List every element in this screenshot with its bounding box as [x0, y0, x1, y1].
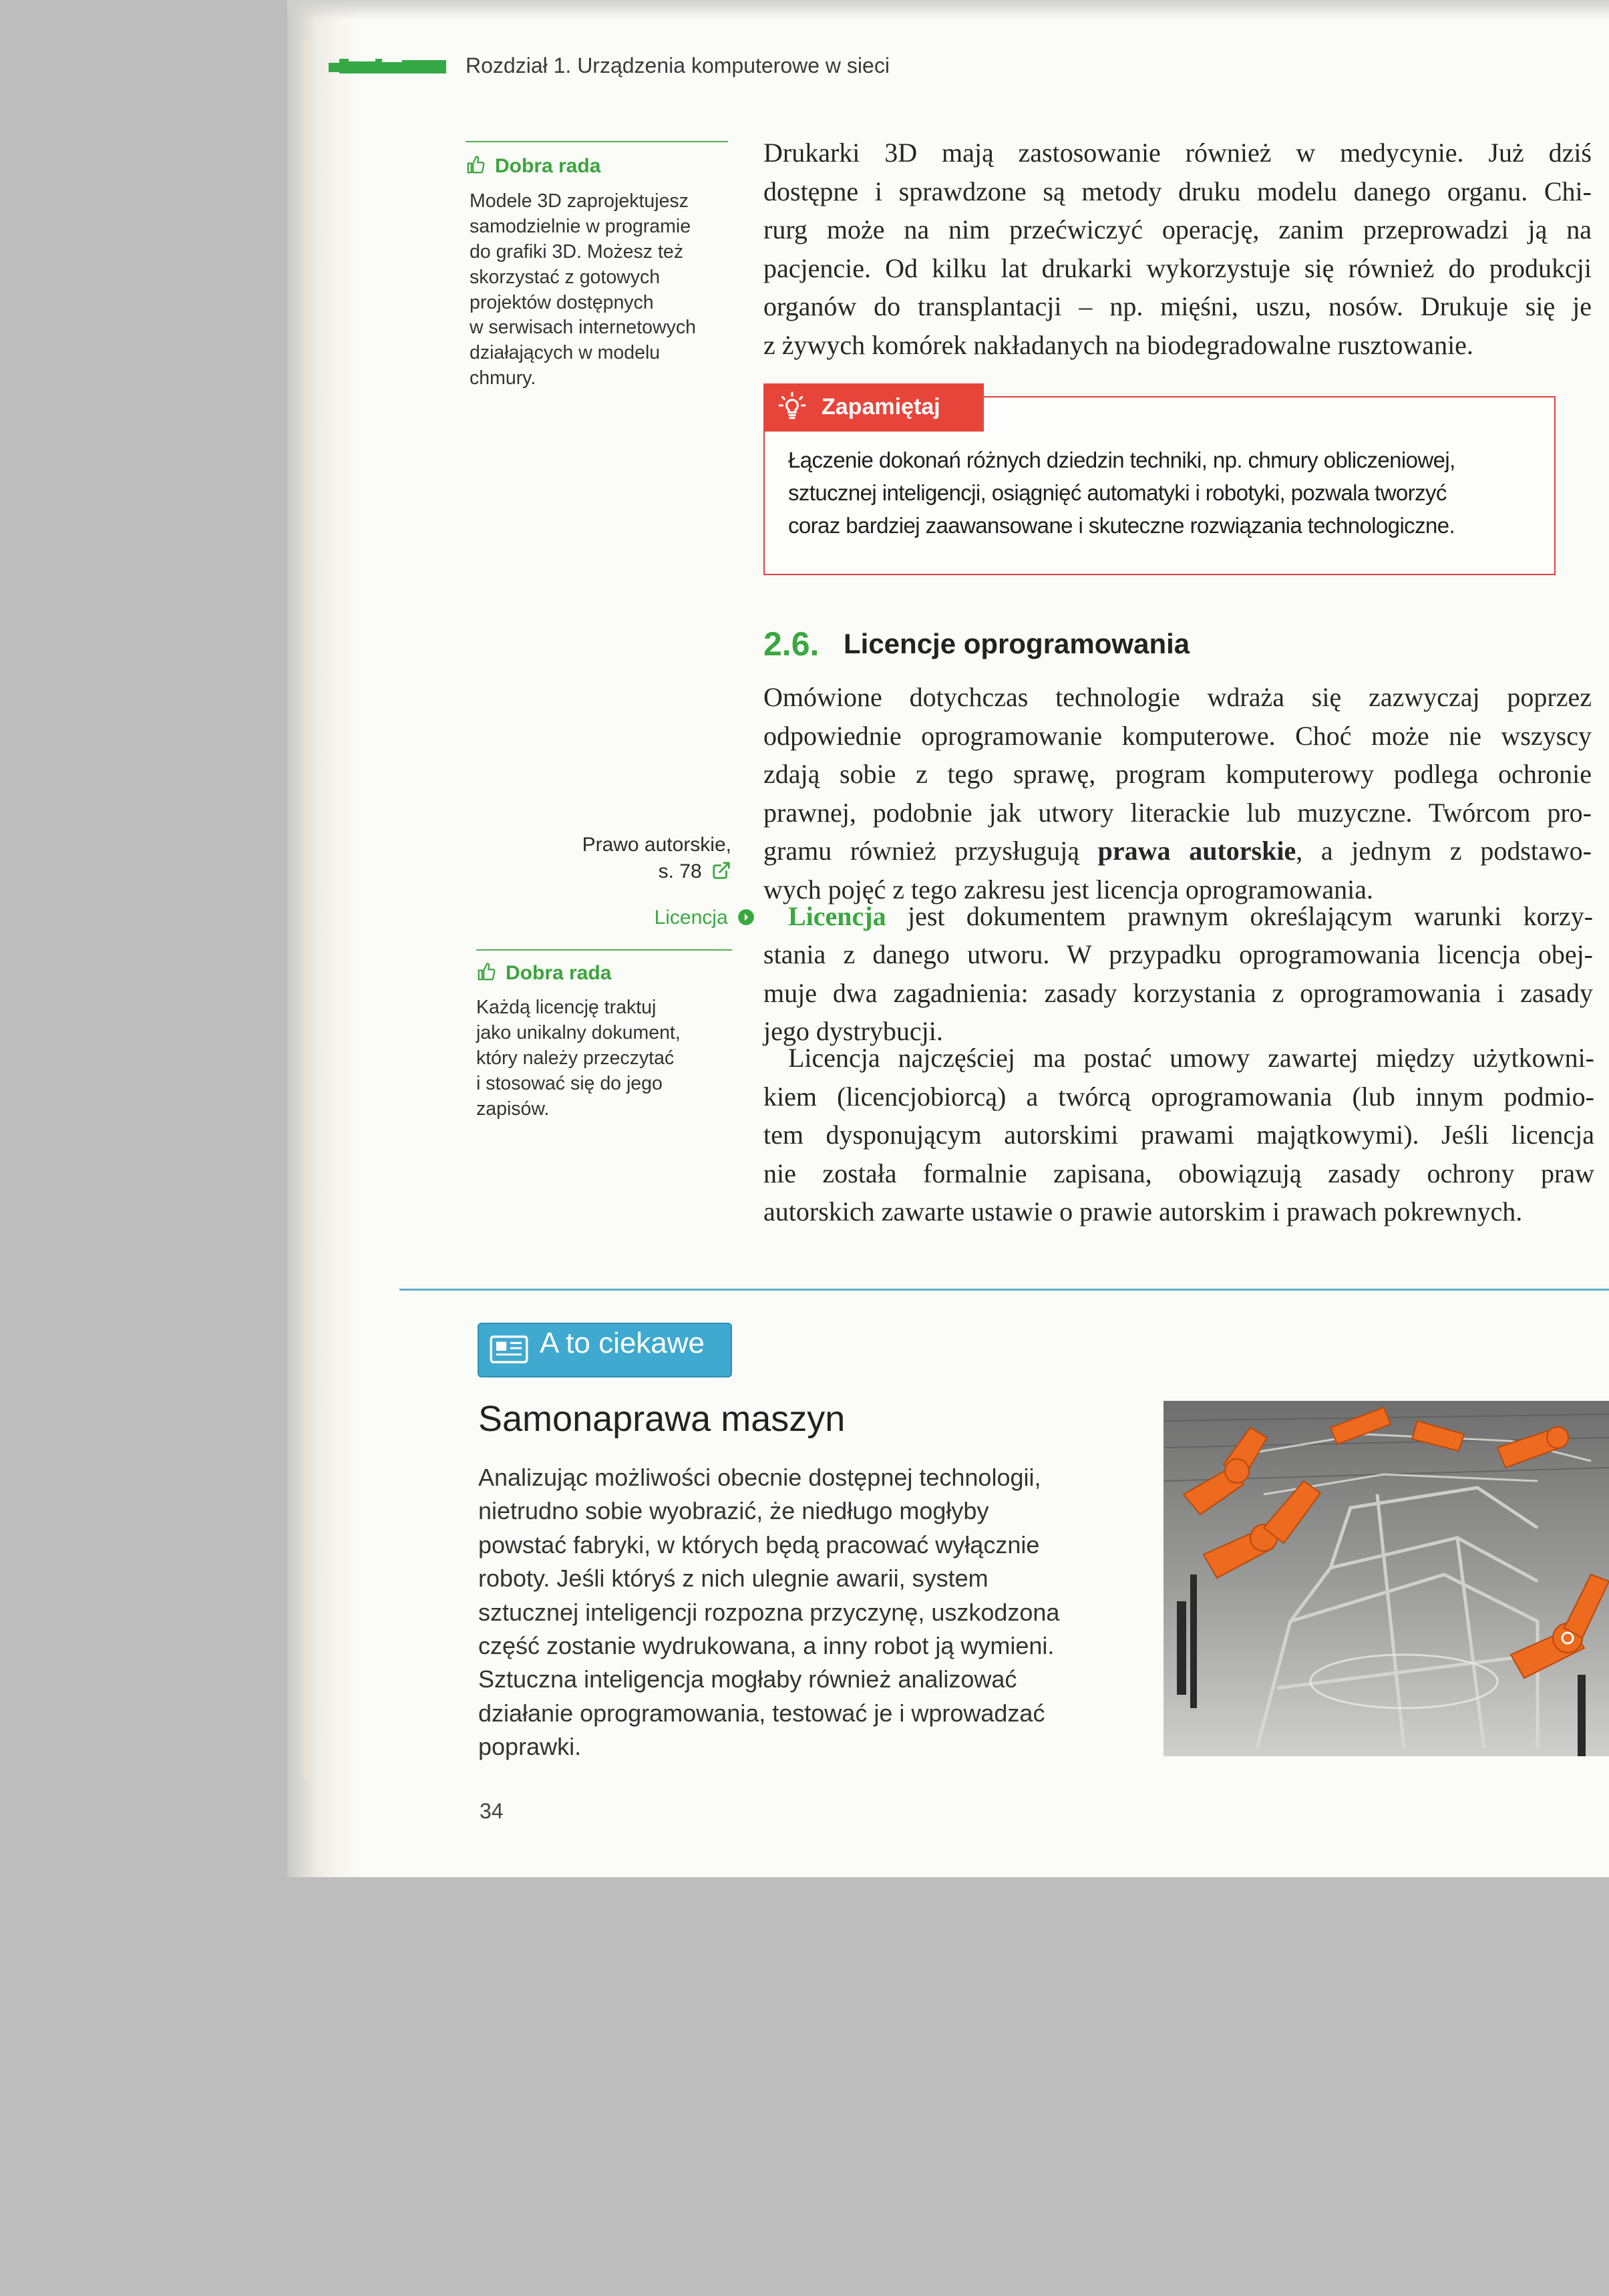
paragraph-licence-definition [788, 897, 1593, 936]
fact-line: działanie oprogramowania, testować je i wprowadzać [478, 1699, 1045, 1727]
external-link-icon [711, 860, 731, 880]
tip-rule [466, 141, 728, 142]
fact-line: sztucznej inteligencji rozpozna przyczynę, uszkodzona [478, 1598, 1060, 1626]
text-line: odpowiednie oprogramowanie komputerowe. Choć może nie wszyscy [763, 720, 1592, 751]
bold-term-copyright: prawa autorskie [1097, 836, 1296, 866]
tip-title [466, 155, 600, 178]
tip-body [470, 189, 737, 391]
fact-line: roboty. Jeśli któryś z nich ulegnie awarii, system [478, 1565, 989, 1593]
tip-line: który należy przeczytać [476, 1047, 675, 1069]
fact-box-label: A to ciekawe [540, 1327, 705, 1359]
tip-line: zapisów. [476, 1098, 550, 1120]
text-line: kiem (licencjobiorcą) a twórcą oprogramowania (lub innym podmio- [763, 1081, 1594, 1112]
text-line [788, 897, 1593, 936]
page-edge-strip [304, 40, 311, 1777]
remember-text [788, 444, 1543, 542]
tip-line: samodzielnie w programie [470, 215, 691, 237]
tip-line: skorzystać z gotowych [470, 266, 661, 288]
tip-line: Modele 3D zaprojektujesz [470, 190, 689, 212]
remember-label: Zapamiętaj [822, 394, 940, 420]
text-line: organów do transplantacji – np. mięśni, uszu, nosów. Drukuje się je [763, 291, 1592, 322]
thumbs-up-icon [476, 962, 496, 982]
text-line: pacjencie. Od kilku lat drukarki wykorzystuje się również do produkcji [763, 253, 1592, 283]
text-line: dostępne i sprawdzone są metody druku modelu danego organu. Chi- [763, 176, 1592, 206]
text-line: jego dystrybucji. [763, 1016, 943, 1047]
page-top-shadow [287, 0, 1609, 20]
text-line: autorskich zawarte ustawie o prawie autorskim i prawach pokrewnych. [763, 1196, 1523, 1227]
text-line: Licencja najczęściej ma postać umowy zawartej między użytkowni- [788, 1043, 1594, 1073]
text-line: stania z danego utworu. W przypadku oprogramowania licencja obej- [763, 939, 1593, 969]
text-line [763, 832, 1592, 870]
text-line: rurg może na nim przećwiczyć operację, zanim przeprowadzi ją na [763, 214, 1592, 245]
tip-title-text: Dobra rada [506, 962, 612, 984]
tip-line: chmury. [470, 367, 536, 389]
text-line: prawnej, podobnie jak utwory literackie lub muzyczne. Twórcom pro- [763, 797, 1592, 828]
arrow-right-icon [737, 909, 755, 926]
text-fragment: jest dokumentem prawnym określającym warunki korzy- [886, 901, 1593, 931]
paragraph-licence-definition-cont [763, 935, 1593, 1051]
text-line: Omówione dotychczas technologie wdraża się zazwyczaj poprzez [763, 682, 1592, 712]
page-number: 34 [480, 1799, 504, 1823]
margin-ref-line: Prawo autorskie, [582, 834, 731, 856]
text-fragment: , a jednym z podstawo- [1296, 836, 1592, 866]
licence-term: Licencja [788, 901, 886, 931]
chapter-header: Rozdział 1. Urządzenia komputerowe w sieci [466, 53, 890, 77]
tip-line: do grafiki 3D. Możesz też [470, 240, 683, 263]
section-number: 2.6. [763, 625, 820, 663]
margin-ref-page [521, 860, 731, 883]
margin-ref-licence[interactable] [521, 907, 755, 929]
fact-line: nietrudno sobie wyobrazić, że niedługo mogłyby [478, 1497, 989, 1525]
text-fragment: gramu również przysługują [763, 836, 1098, 866]
fact-line: Sztuczna inteligencja mogłaby również analizować [478, 1665, 1017, 1693]
robot-factory-photo [1164, 1401, 1609, 1756]
tip-rule [476, 949, 732, 951]
page-binding-shadow [287, 0, 361, 1877]
chapter-color-bar [329, 59, 446, 73]
fact-line: powstać fabryki, w których będą pracować wyłącznie [478, 1530, 1040, 1559]
tip-title-text: Dobra rada [495, 155, 601, 177]
remember-line: Łączenie dokonań różnych dziedzin techniki, np. chmury obliczeniowej, [788, 448, 1455, 472]
fact-line: część zostanie wydrukowana, a inny robot ją wymieni. [478, 1631, 1055, 1659]
text-line: z żywych komórek nakładanych na biodegradowalne rusztowanie. [763, 329, 1473, 360]
tip-line: jako unikalny dokument, [476, 1021, 681, 1043]
tip-body [476, 995, 737, 1122]
newspaper-icon [490, 1335, 528, 1363]
fact-box-text [478, 1461, 1119, 1764]
tip-line: projektów dostępnych [470, 291, 654, 313]
fact-box-title: Samonaprawa maszyn [478, 1399, 846, 1439]
margin-ref-licence-text: Licencja [654, 907, 728, 929]
fact-line: poprawki. [478, 1733, 582, 1761]
fact-box-rule [399, 1289, 1609, 1291]
tip-line: działających w modelu [470, 342, 661, 364]
tip-line: Każdą licencję traktuj [476, 997, 657, 1018]
tip-line: w serwisach internetowych [470, 317, 696, 339]
thumbs-up-icon [466, 155, 486, 175]
tip-line: i stosować się do jego [476, 1072, 663, 1094]
tip-title [476, 962, 611, 985]
margin-ref-page-text: s. 78 [658, 860, 702, 882]
text-line: nie została formalnie zapisana, obowiązują zasady ochrony praw [763, 1158, 1594, 1188]
text-line: wych pojęć z tego zakresu jest licencja oprogramowania. [763, 874, 1373, 905]
text-line: Drukarki 3D mają zastosowanie również w medycynie. Już dziś [763, 138, 1592, 168]
paragraph-licence-agreement [763, 1039, 1594, 1231]
remember-line: coraz bardziej zaawansowane i skuteczne rozwiązania technologiczne. [788, 512, 1455, 538]
text-line: tem dysponującym autorskimi prawami majątkowymi). Jeśli licencja [763, 1120, 1594, 1150]
paragraph-software-technologies [763, 678, 1592, 909]
remember-line: sztucznej inteligencji, osiągnięć automatyki i robotyki, pozwala tworzyć [788, 480, 1447, 505]
fact-line: Analizując możliwości obecnie dostępnej technologii, [478, 1464, 1041, 1491]
lightbulb-icon [775, 390, 809, 424]
margin-ref-copyright[interactable] [521, 834, 731, 883]
text-line: zdają sobie z tego sprawę, program komputerowy podlega ochronie [763, 759, 1592, 790]
text-line: muje dwa zagadnienia: zasady korzystania z oprogramowania i zasady [763, 977, 1593, 1008]
paragraph-3d-medicine [763, 134, 1592, 365]
section-title: Licencje oprogramowania [844, 628, 1190, 659]
